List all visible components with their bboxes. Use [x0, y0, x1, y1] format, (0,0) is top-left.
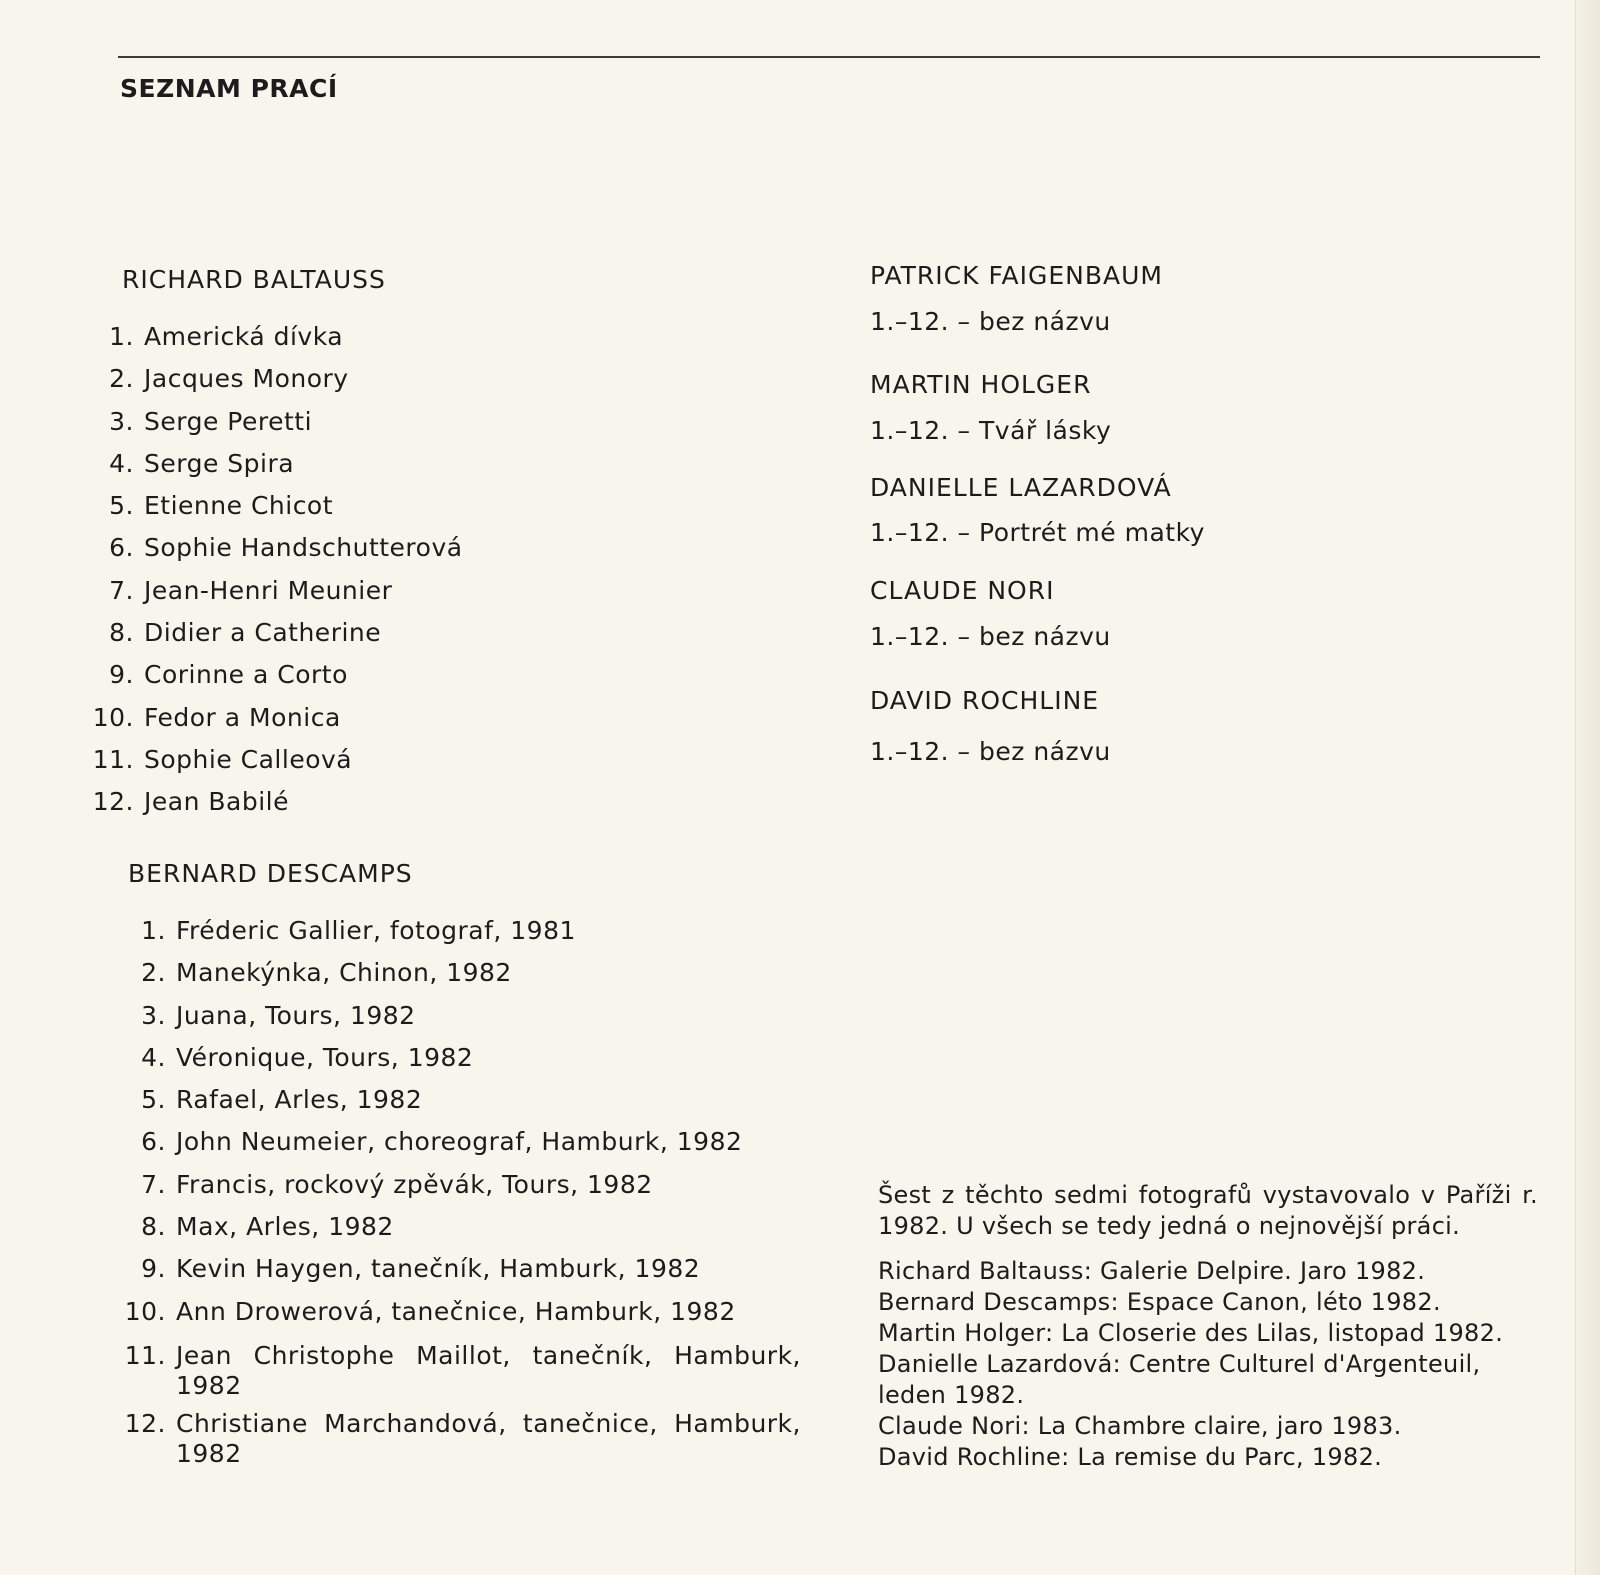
list-item: 6. John Neumeier, choreograf, Hamburk, 1982: [141, 1127, 743, 1157]
list-item: 12. Christiane Marchandová, tanečnice, Hamburk, 1982: [124, 1408, 801, 1468]
list-item: 3. Serge Peretti: [109, 406, 313, 436]
list-item: 4. Serge Spira: [109, 448, 295, 478]
exhibition-line: David Rochline: La remise du Parc, 1982.: [878, 1443, 1383, 1471]
list-item: 5. Etienne Chicot: [109, 491, 334, 521]
exhibition-line: Martin Holger: La Closerie des Lilas, listopad 1982.: [878, 1319, 1504, 1347]
works-holger: 1.–12. – Tvář lásky: [870, 416, 1112, 445]
exhibition-line: Claude Nori: La Chambre claire, jaro 1983.: [878, 1412, 1402, 1440]
artist-name-baltauss: RICHARD BALTAUSS: [122, 265, 386, 294]
list-item: 7. Jean-Henri Meunier: [109, 575, 393, 605]
artist-name-nori: CLAUDE NORI: [870, 576, 1055, 605]
exhibition-line: Bernard Descamps: Espace Canon, léto 1982.: [878, 1288, 1441, 1316]
top-rule: [118, 56, 1540, 58]
list-item: 7. Francis, rockový zpěvák, Tours, 1982: [141, 1169, 653, 1199]
list-item: 9. Kevin Haygen, tanečník, Hamburk, 1982: [141, 1254, 701, 1284]
work-list-descamps: [120, 910, 801, 1469]
artist-name-descamps: BERNARD DESCAMPS: [128, 859, 413, 888]
note-intro: Šest z těchto sedmi fotografů vystavovalo v Paříži r. 1982. U všech se tedy jedná o nejnovější práci.: [878, 1181, 1538, 1240]
exhibition-line: Richard Baltauss: Galerie Delpire. Jaro 1982.: [878, 1257, 1426, 1285]
list-item: 11. Jean Christophe Maillot, tanečník, Hamburk, 1982: [124, 1340, 801, 1400]
page-edge: [1575, 0, 1600, 1575]
artist-name-lazardova: DANIELLE LAZARDOVÁ: [870, 473, 1172, 502]
page-title: SEZNAM PRACÍ: [120, 74, 338, 103]
list-item: 5. Rafael, Arles, 1982: [141, 1085, 423, 1115]
artist-name-rochline: DAVID ROCHLINE: [870, 686, 1100, 715]
list-item: 1. Fréderic Gallier, fotograf, 1981: [141, 916, 576, 945]
list-item: 6. Sophie Handschutterová: [109, 533, 463, 563]
artist-name-holger: MARTIN HOLGER: [870, 370, 1092, 399]
works-nori: 1.–12. – bez názvu: [870, 622, 1111, 651]
exhibition-note: [878, 1180, 1538, 1473]
works-lazardova: 1.–12. – Portrét mé matky: [870, 518, 1205, 547]
list-item: 12. Jean Babilé: [92, 787, 289, 817]
list-item: 10. Ann Drowerová, tanečnice, Hamburk, 1982: [124, 1296, 736, 1326]
list-item: 9. Corinne a Corto: [109, 660, 348, 690]
list-item: 8. Didier a Catherine: [109, 618, 382, 648]
works-rochline: 1.–12. – bez názvu: [870, 737, 1111, 766]
list-item: 11. Sophie Calleová: [92, 744, 353, 774]
list-item: 8. Max, Arles, 1982: [141, 1212, 394, 1242]
list-item: 1. Americká dívka: [109, 322, 344, 351]
list-item: 10. Fedor a Monica: [92, 702, 341, 732]
list-item: 3. Juana, Tours, 1982: [141, 1000, 416, 1030]
work-list-baltauss: [86, 316, 463, 824]
artist-name-faigenbaum: PATRICK FAIGENBAUM: [870, 261, 1163, 290]
exhibition-line: Danielle Lazardová: Centre Culturel d'Argenteuil,: [878, 1350, 1481, 1378]
works-faigenbaum: 1.–12. – bez názvu: [870, 307, 1111, 336]
exhibition-line: leden 1982.: [878, 1381, 1025, 1409]
list-item: 2. Manekýnka, Chinon, 1982: [141, 958, 512, 988]
list-item: 4. Véronique, Tours, 1982: [141, 1042, 474, 1072]
list-item: 2. Jacques Monory: [109, 364, 349, 394]
